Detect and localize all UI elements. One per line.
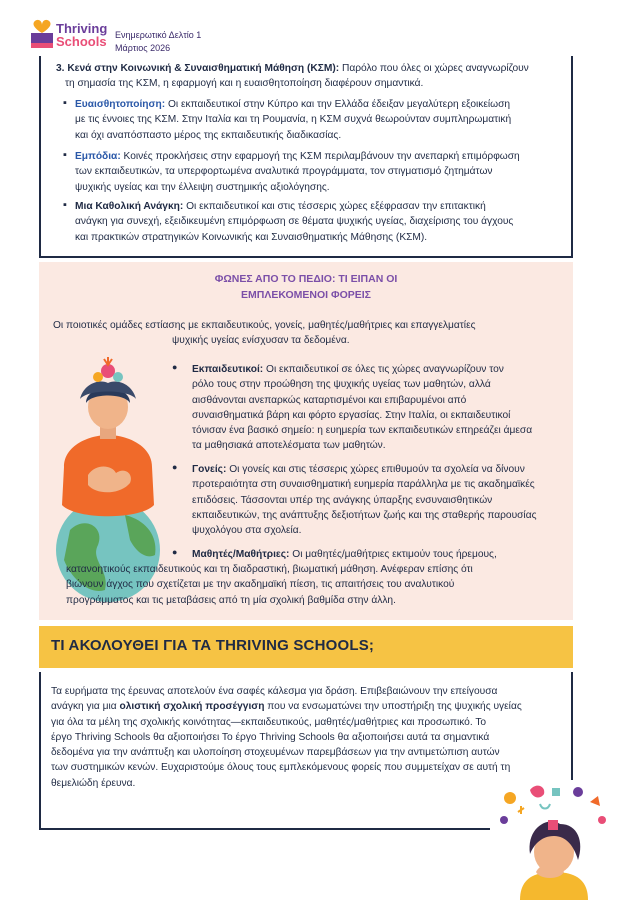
sel-item-label: Εμπόδια:: [75, 151, 121, 162]
next-line: Τα ευρήματα της έρευνας αποτελούν ένα σαφές κάλεσμα για δράση. Επιβεβαιώνουν την επείγουσα: [51, 686, 498, 697]
sel-item-line: των εκπαιδευτικών, τα υπερφορτωμένα αναλυτικά προγράμματα, τον στιγματισμό ζητημάτων: [75, 166, 493, 178]
sel-item-line: Οι εκπαιδευτικοί και στις τέσσερις χώρες εξέφρασαν την επιτακτική: [183, 201, 486, 212]
newsletter-date: Μάρτιος 2026: [115, 43, 171, 53]
voice-line: Οι μαθητές/μαθήτριες εκτιμούν τους ήρεμους,: [289, 549, 497, 560]
holistic-approach-text: ολιστική σχολική προσέγγιση: [119, 701, 265, 713]
voice-line: αισθάνονται ανεπαρκώς καταρτισμένοι και επιβαρυμένοι από: [192, 394, 467, 406]
voices-intro-line: ψυχικής υγείας ενίσχυσαν τα δεδομένα.: [172, 335, 350, 346]
sel-item-barriers: [75, 149, 520, 195]
sel-item-line: και πρακτικών στρατηγικών Κοινωνικής και Συναισθηματικής Μάθησης (ΚΣΜ).: [75, 231, 428, 243]
voice-line: βιώνουν άγχος που σχετίζεται με την ακαδημαϊκή πίεση, τις απαιτήσεις του αναλυτικού: [66, 579, 455, 591]
voice-label: Μαθητές/Μαθήτριες:: [192, 549, 290, 560]
girl-with-ideas-illustration: [490, 780, 620, 900]
newsletter-title: Ενημερωτικό Δελτίο 1: [115, 30, 202, 40]
voice-line: προτεραιότητα στη συναισθηματική ευημερία παράλληλα με τις ακαδημαϊκές: [192, 479, 535, 491]
sel-gaps-heading-line: τη σημασία της ΚΣΜ, η εφαρμογή και η ευαισθητοποίηση διαφέρουν σημαντικά.: [65, 78, 424, 90]
sel-item-label: Μια Καθολική Ανάγκη:: [75, 201, 184, 212]
next-line-part: ανάγκη για μια: [51, 701, 120, 713]
bullet-icon: ●: [172, 462, 178, 472]
sel-item-awareness: [75, 97, 511, 143]
voice-line: συναισθηματικά βάρη και φόρτο εργασίας. Στην Ιταλία, οι εκπαιδευτικοί: [192, 409, 511, 421]
bullet-icon: ▪: [63, 149, 67, 161]
voice-line: τόνισαν ένα βασικό σημείο: η ευημερία των εκπαιδευτικών επηρεάζει άμεσα: [192, 425, 533, 437]
voices-title-line: ΦΩΝΕΣ ΑΠΟ ΤΟ ΠΕΔΙΟ: ΤΙ ΕΙΠΑΝ ΟΙ: [214, 273, 398, 285]
voice-line: επιδόσεις. Τάσσονται υπέρ της ανάγκης ύπαρξης ενσυναισθητικών: [192, 494, 493, 506]
sel-item-line: με τις έννοιες της ΚΣΜ. Στην Ιταλία και τη Ρουμανία, η ΚΣΜ συχνά θεωρούνταν συμπληρωματική: [75, 114, 512, 126]
voice-students-rest: [66, 562, 473, 608]
voice-line: κατανοητικούς εκπαιδευτικούς και τη διαδραστική, βιωματική μάθηση. Ανέφεραν επίσης ότι: [66, 564, 473, 575]
voices-title: [39, 271, 573, 303]
sel-item-line: ανάγκη για συνεχή, εξειδικευμένη επιμόρφωση σε θέματα ψυχικής υγείας, διαχείρισης του άγχους: [75, 216, 514, 228]
voice-label: Εκπαιδευτικοί:: [192, 364, 264, 375]
logo-house-icon: [28, 18, 56, 52]
sel-item-line: Κοινές προκλήσεις στην εφαρμογή της ΚΣΜ περιλαμβάνουν την ανεπαρκή επιμόρφωση: [120, 151, 520, 162]
bullet-icon: ●: [172, 362, 178, 372]
logo-text-thriving: Thriving: [56, 21, 108, 36]
next-line: των συστημικών κενών. Ευχαριστούμε όλους τους εμπλεκόμενους φορείς που συμμετείχαν σε αυτή τη: [51, 762, 511, 774]
bullet-icon: ▪: [63, 199, 67, 211]
sel-item-line: και όχι αναπόσπαστο μέρος της εκπαιδευτικής διαδικασίας.: [75, 129, 342, 141]
voice-line: Οι γονείς και στις τέσσερις χώρες επιθυμούν τα σχολεία να δίνουν: [226, 464, 525, 475]
voices-intro-line: Οι ποιοτικές ομάδες εστίασης με εκπαιδευτικούς, γονείς, μαθητές/μαθήτριες και επαγγελματίες: [53, 320, 476, 331]
sel-item-universal-need: [75, 199, 513, 245]
next-title: ΤΙ ΑΚΟΛΟΥΘΕΙ ΓΙΑ ΤΑ THRIVING SCHOOLS;: [51, 637, 375, 654]
voice-line: προγράμματος και τις μεταβάσεις από τη μία σχολική βαθμίδα στην άλλη.: [66, 594, 396, 606]
voice-line: Οι εκπαιδευτικοί σε όλες τις χώρες αναγνωρίζουν τον: [263, 364, 504, 375]
voice-label: Γονείς:: [192, 464, 227, 475]
voice-students-first: [192, 547, 497, 562]
sel-item-line: Οι εκπαιδευτικοί στην Κύπρο και την Ελλάδα έδειξαν μεγαλύτερη εξοικείωση: [165, 99, 511, 110]
bullet-icon: ▪: [63, 97, 67, 109]
next-body: [51, 684, 522, 791]
voice-line: τα μαθησιακά αποτελέσματα των μαθητών.: [192, 440, 386, 452]
voice-line: εκπαιδευτικών, της ανάπτυξης δεξιοτήτων ζωής και της σταθερής παρουσίας: [192, 509, 537, 521]
voice-line: ψυχολόγου στα σχολεία.: [192, 525, 302, 537]
voice-parents: [192, 462, 537, 538]
sel-item-line: ψυχικής υγείας και την έλλειψη συστημικής αξιολόγησης.: [75, 181, 330, 193]
sel-gaps-heading-bold: 3. Κενά στην Κοινωνική & Συναισθηματική Μάθηση (ΚΣΜ):: [56, 63, 340, 74]
sel-item-label: Ευαισθητοποίηση:: [75, 99, 166, 110]
sel-gaps-heading-line: Παρόλο που όλες οι χώρες αναγνωρίζουν: [339, 63, 529, 74]
next-line: έργο Thriving Schools θα αξιοποιήσει Το έργο Thriving Schools θα αξιοποιήσει αυτά τα σημαντικά: [51, 731, 490, 743]
next-line-part: που να ενσωματώνει την υποστήριξη της ψυχικής υγείας: [264, 701, 522, 713]
sel-gaps-heading: [56, 61, 568, 92]
bullet-icon: ●: [172, 547, 178, 557]
next-line: για όλα τα μέλη της σχολικής κοινότητας—εκπαιδευτικούς, μαθητές/μαθήτριες και προσωπικό. Το: [51, 716, 487, 728]
next-line: δεδομένα για την ανάπτυξη και υλοποίηση στοχευμένων παρεμβάσεων για την αντιμετώπιση αυτών: [51, 747, 500, 759]
voice-teachers: [192, 362, 532, 454]
next-line: θεμελιώδη έρευνα.: [51, 777, 136, 789]
logo-text-schools: Schools: [56, 34, 107, 49]
voice-line: ρόλο τους στην προώθηση της ψυχικής υγείας των μαθητών, αλλά: [192, 379, 491, 391]
voices-title-line: ΕΜΠΛΕΚΟΜΕΝΟΙ ΦΟΡΕΙΣ: [241, 289, 371, 301]
thriving-schools-logo: [28, 16, 108, 54]
